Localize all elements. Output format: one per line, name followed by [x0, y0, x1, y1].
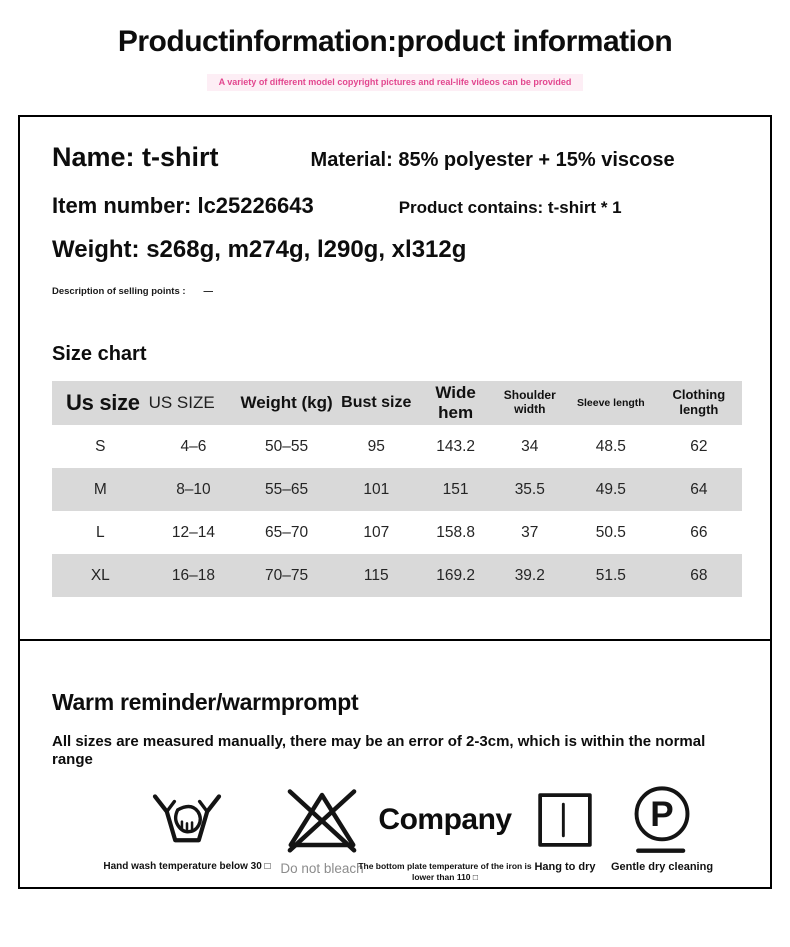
table-cell: 115	[363, 566, 389, 584]
table-cell: 70–75	[265, 566, 309, 584]
table-cell: 65–70	[265, 523, 309, 541]
product-weight: Weight: s268g, m274g, l290g, xl312g	[52, 236, 467, 263]
table-cell: 68	[690, 566, 708, 584]
table-cell: M	[93, 480, 107, 498]
table-cell: 39.2	[514, 566, 545, 584]
column-header: US SIZE	[148, 393, 215, 412]
item-contains-row	[52, 193, 742, 219]
table-cell: 66	[690, 523, 708, 541]
selling-points-label: Description of selling points :	[52, 286, 186, 297]
table-cell: 51.5	[595, 566, 626, 584]
reminder-body: All sizes are measured manually, there may be an error of 2-3cm, which is within the normal range	[52, 733, 706, 768]
table-cell: 34	[521, 437, 539, 455]
warm-reminder-panel	[18, 641, 772, 889]
column-header: Wide hem	[435, 383, 476, 422]
gentle-dry-clean-icon	[577, 787, 747, 853]
table-cell: 37	[521, 523, 539, 541]
company-label: Company	[378, 803, 512, 836]
column-header: Shoulder width	[503, 388, 556, 416]
name-material-row	[52, 141, 742, 173]
table-cell: 50–55	[265, 437, 309, 455]
care-caption: The bottom plate temperature of the iron is lower than 110 □	[358, 861, 532, 882]
column-header: Weight (kg)	[240, 393, 333, 412]
subtitle-band	[0, 72, 790, 91]
reminder-heading: Warm reminder/warmprompt	[52, 689, 359, 715]
table-row	[52, 554, 742, 597]
column-header: Us size	[66, 390, 140, 415]
table-cell: 55–65	[265, 480, 309, 498]
column-header: Clothing length	[672, 387, 726, 417]
care-caption: Do not bleach	[280, 861, 364, 876]
size-table-head-row	[52, 381, 742, 425]
product-name: Name: t-shirt	[52, 142, 219, 172]
page-title: Productinformation:product information	[117, 25, 673, 58]
table-cell: 48.5	[595, 437, 626, 455]
selling-points-dash: —	[203, 286, 213, 297]
table-cell: 16–18	[171, 566, 215, 584]
table-row	[52, 511, 742, 554]
care-caption: Hand wash temperature below 30 □	[103, 861, 271, 872]
table-cell: 35.5	[514, 480, 545, 498]
table-cell: 12–14	[171, 523, 215, 541]
table-cell: 107	[363, 523, 390, 541]
table-cell: 4–6	[180, 437, 207, 455]
svg-text:P: P	[650, 795, 674, 835]
item-number: Item number: lc25226643	[52, 193, 314, 218]
table-cell: 169.2	[436, 566, 476, 584]
table-cell: 50.5	[595, 523, 626, 541]
size-table	[52, 381, 742, 597]
table-row	[52, 468, 742, 511]
table-cell: 62	[690, 437, 708, 455]
size-table-body	[52, 425, 742, 597]
table-cell: 64	[690, 480, 708, 498]
table-row	[52, 425, 742, 468]
table-cell: 158.8	[436, 523, 476, 541]
table-cell: 143.2	[436, 437, 476, 455]
table-cell: XL	[90, 566, 110, 584]
table-cell: S	[95, 437, 106, 455]
promo-subtitle: A variety of different model copyright pictures and real-life videos can be provided	[207, 74, 584, 91]
table-cell: 151	[442, 480, 469, 498]
table-cell: 101	[363, 480, 390, 498]
column-header: Sleeve length	[576, 397, 645, 409]
care-caption: Hang to dry	[534, 861, 596, 873]
care-item-gentle-dry-clean	[577, 787, 747, 875]
product-contains: Product contains: t-shirt * 1	[398, 198, 622, 217]
table-cell: L	[95, 523, 105, 541]
column-header: Bust size	[341, 394, 412, 411]
product-material: Material: 85% polyester + 15% viscose	[310, 149, 675, 171]
selling-points-row	[52, 286, 742, 298]
table-cell: 95	[367, 437, 385, 455]
product-info-panel	[18, 115, 772, 641]
size-chart-heading: Size chart	[52, 343, 147, 365]
table-cell: 49.5	[595, 480, 626, 498]
table-cell: 8–10	[176, 480, 211, 498]
care-caption: Gentle dry cleaning	[610, 861, 714, 873]
care-symbols-row	[52, 787, 742, 883]
